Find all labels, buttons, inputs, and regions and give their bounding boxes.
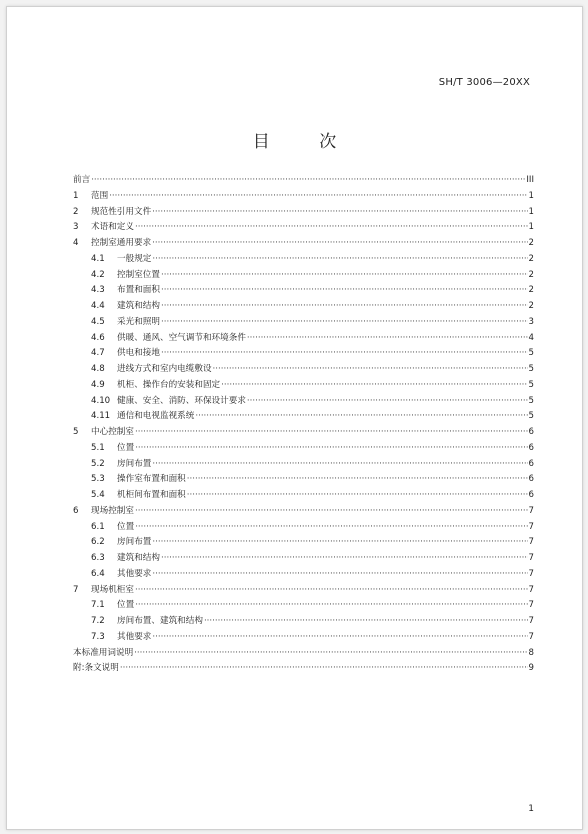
- toc-entry-title: 中心控制室: [91, 427, 134, 437]
- toc-entry[interactable]: [73, 520, 534, 536]
- toc-entry[interactable]: [73, 409, 534, 425]
- toc-leader-dots: [161, 299, 528, 315]
- toc-entry-page: III: [526, 175, 534, 185]
- toc-entry-title: 机柜间布置和面积: [117, 490, 186, 500]
- toc-leader-dots: [195, 409, 527, 425]
- toc-entry-number: 4.4: [91, 301, 105, 311]
- toc-entry[interactable]: [73, 252, 534, 268]
- toc-leader-dots: [91, 173, 525, 189]
- toc-entry-number: 4.5: [91, 316, 105, 327]
- toc-title: 目 次: [252, 132, 359, 152]
- toc-entry[interactable]: [73, 535, 534, 551]
- toc-entry-number: 4.8: [91, 364, 105, 374]
- toc-entry-number: 7.3: [91, 631, 105, 642]
- toc-entry[interactable]: [73, 598, 534, 614]
- toc-entry[interactable]: [73, 630, 534, 646]
- toc-entry-number: 6.4: [91, 568, 105, 579]
- toc-entry-number: 6.3: [91, 553, 105, 563]
- toc-entry-number: 1: [73, 190, 79, 201]
- toc-entry-page: 7: [528, 631, 534, 642]
- toc-entry[interactable]: [73, 189, 534, 205]
- toc-entry-page: 6: [528, 490, 534, 500]
- toc-entry-title: 前言: [73, 175, 91, 185]
- toc-leader-dots: [120, 661, 528, 677]
- toc-entry[interactable]: [73, 425, 534, 441]
- toc-entry-page: 6: [528, 427, 534, 437]
- toc-entry[interactable]: [73, 583, 534, 599]
- toc-entry-title: 现场控制室: [91, 505, 134, 516]
- toc-entry[interactable]: [73, 362, 534, 378]
- toc-entry[interactable]: [73, 331, 534, 347]
- toc-leader-dots: [135, 504, 528, 520]
- toc-entry[interactable]: [73, 661, 534, 677]
- toc-leader-dots: [247, 331, 528, 347]
- toc-leader-dots: [161, 315, 528, 331]
- toc-entry-number: 2: [73, 206, 79, 217]
- toc-entry-title: 供暖、通风、空气调节和环境条件: [117, 332, 246, 343]
- toc-entry-title: 控制室通用要求: [91, 238, 152, 248]
- toc-entry[interactable]: [73, 173, 534, 189]
- toc-entry[interactable]: [73, 457, 534, 473]
- toc-entry[interactable]: [73, 346, 534, 362]
- toc-leader-dots: [161, 268, 528, 284]
- toc-entry-page: 9: [528, 663, 534, 674]
- toc-entry-number: 4.2: [91, 269, 105, 280]
- toc-entry[interactable]: [73, 441, 534, 457]
- page-number: 1: [528, 804, 534, 814]
- toc-entry-page: 2: [528, 253, 534, 264]
- toc-entry[interactable]: [73, 268, 534, 284]
- toc-entry[interactable]: [73, 504, 534, 520]
- toc-entry-title: 其他要求: [117, 568, 152, 579]
- toc-entry-title: 健康、安全、消防、环保设计要求: [117, 395, 246, 406]
- toc-entry-title: 位置: [117, 600, 135, 611]
- toc-entry-title: 布置和面积: [117, 285, 160, 296]
- toc-entry-title: 位置: [117, 442, 135, 453]
- toc-entry-number: 5.4: [91, 490, 105, 500]
- toc-leader-dots: [135, 441, 527, 457]
- toc-entry-title: 本标准用词说明: [73, 647, 134, 658]
- toc-entry-title: 建筑和结构: [117, 301, 160, 311]
- toc-entry-title: 建筑和结构: [117, 553, 160, 563]
- toc-entry-page: 7: [528, 553, 534, 563]
- toc-entry-title: 其他要求: [117, 631, 152, 642]
- document-page: [6, 6, 583, 830]
- toc-entry[interactable]: [73, 646, 534, 662]
- toc-entry-title: 附:条文说明: [73, 663, 119, 674]
- toc-entry-title: 房间布置: [117, 537, 152, 548]
- toc-entry-title: 操作室布置和面积: [117, 474, 186, 485]
- toc-entry-page: 1: [528, 190, 534, 201]
- toc-entry-number: 4.9: [91, 379, 105, 390]
- toc-leader-dots: [247, 394, 528, 410]
- toc-entry[interactable]: [73, 236, 534, 252]
- toc-entry[interactable]: [73, 220, 534, 236]
- toc-entry-number: 4.7: [91, 348, 105, 359]
- toc-entry-number: 5.1: [91, 442, 105, 453]
- toc-entry[interactable]: [73, 472, 534, 488]
- toc-leader-dots: [152, 535, 527, 551]
- toc-entry-title: 房间布置: [117, 458, 152, 469]
- toc-entry-page: 6: [528, 458, 534, 469]
- toc-entry-number: 6: [73, 505, 79, 516]
- toc-entry-title: 现场机柜室: [91, 584, 134, 595]
- toc-entry-page: 7: [528, 616, 534, 626]
- toc-entry-number: 4.6: [91, 332, 105, 343]
- toc-entry-page: 5: [528, 364, 534, 374]
- toc-entry-number: 4.10: [91, 395, 111, 406]
- toc-entry-title: 一般规定: [117, 253, 152, 264]
- toc-entry-page: 7: [528, 600, 534, 611]
- toc-entry-page: 7: [528, 584, 534, 595]
- toc-leader-dots: [152, 457, 527, 473]
- toc-entry-page: 3: [528, 316, 534, 327]
- toc-entry-page: 2: [528, 285, 534, 296]
- toc-entry[interactable]: [73, 567, 534, 583]
- toc-entry[interactable]: [73, 205, 534, 221]
- toc-entry-page: 1: [528, 222, 534, 233]
- toc-leader-dots: [187, 488, 528, 504]
- toc-entry-number: 4: [73, 238, 79, 248]
- toc-entry-title: 控制室位置: [117, 269, 160, 280]
- table-of-contents: [73, 173, 534, 677]
- toc-leader-dots: [152, 252, 527, 268]
- toc-entry-page: 6: [528, 474, 534, 485]
- toc-entry-title: 房间布置、建筑和结构: [117, 616, 203, 626]
- toc-entry-page: 1: [528, 206, 534, 217]
- toc-entry-number: 7.1: [91, 600, 105, 611]
- toc-leader-dots: [152, 236, 527, 252]
- toc-entry-number: 7: [73, 584, 79, 595]
- toc-entry[interactable]: [73, 614, 534, 630]
- toc-entry-number: 5.2: [91, 458, 105, 469]
- toc-entry-number: 6.1: [91, 521, 105, 532]
- toc-leader-dots: [161, 346, 528, 362]
- toc-leader-dots: [161, 283, 528, 299]
- toc-entry-page: 5: [528, 348, 534, 359]
- toc-entry-title: 供电和接地: [117, 348, 160, 359]
- toc-entry-title: 机柜、操作台的安装和固定: [117, 379, 221, 390]
- toc-entry-title: 通信和电视监视系统: [117, 411, 195, 422]
- toc-leader-dots: [135, 425, 528, 441]
- toc-entry-number: 5.3: [91, 474, 105, 485]
- toc-entry-page: 2: [528, 238, 534, 248]
- toc-entry-number: 4.1: [91, 253, 105, 264]
- toc-entry-number: 3: [73, 222, 79, 233]
- document-code: SH/T 3006—20XX: [438, 77, 530, 88]
- toc-entry-title: 进线方式和室内电缆敷设: [117, 364, 212, 374]
- toc-entry[interactable]: [73, 299, 534, 315]
- toc-leader-dots: [135, 220, 528, 236]
- toc-entry-page: 7: [528, 505, 534, 516]
- toc-entry-title: 位置: [117, 521, 135, 532]
- toc-entry-number: 6.2: [91, 537, 105, 548]
- toc-entry-page: 7: [528, 537, 534, 548]
- toc-entry-title: 范围: [91, 190, 109, 201]
- toc-leader-dots: [135, 583, 528, 599]
- toc-entry-page: 8: [528, 647, 534, 658]
- toc-entry-number: 4.3: [91, 285, 105, 296]
- toc-leader-dots: [161, 551, 528, 567]
- toc-leader-dots: [187, 472, 528, 488]
- toc-leader-dots: [221, 378, 527, 394]
- toc-entry[interactable]: [73, 488, 534, 504]
- toc-entry-title: 规范性引用文件: [91, 206, 152, 217]
- toc-entry-number: 4.11: [91, 411, 111, 422]
- toc-entry[interactable]: [73, 283, 534, 299]
- toc-entry-page: 4: [528, 332, 534, 343]
- toc-entry-page: 2: [528, 269, 534, 280]
- toc-entry[interactable]: [73, 551, 534, 567]
- toc-leader-dots: [152, 205, 527, 221]
- toc-leader-dots: [109, 189, 527, 205]
- toc-entry-title: 采光和照明: [117, 316, 160, 327]
- toc-entry-number: 5: [73, 427, 79, 437]
- toc-leader-dots: [204, 614, 528, 630]
- toc-entry-page: 5: [528, 379, 534, 390]
- toc-leader-dots: [152, 630, 527, 646]
- toc-entry[interactable]: [73, 315, 534, 331]
- toc-leader-dots: [213, 362, 528, 378]
- toc-entry[interactable]: [73, 394, 534, 410]
- toc-entry-number: 7.2: [91, 616, 105, 626]
- toc-entry[interactable]: [73, 378, 534, 394]
- toc-leader-dots: [134, 646, 527, 662]
- toc-entry-page: 2: [528, 301, 534, 311]
- toc-entry-page: 5: [528, 395, 534, 406]
- toc-leader-dots: [135, 520, 527, 536]
- toc-entry-page: 7: [528, 568, 534, 579]
- toc-entry-title: 术语和定义: [91, 222, 134, 233]
- toc-leader-dots: [152, 567, 527, 583]
- toc-entry-page: 5: [528, 411, 534, 422]
- toc-entry-page: 7: [528, 521, 534, 532]
- toc-entry-page: 6: [528, 442, 534, 453]
- toc-leader-dots: [135, 598, 527, 614]
